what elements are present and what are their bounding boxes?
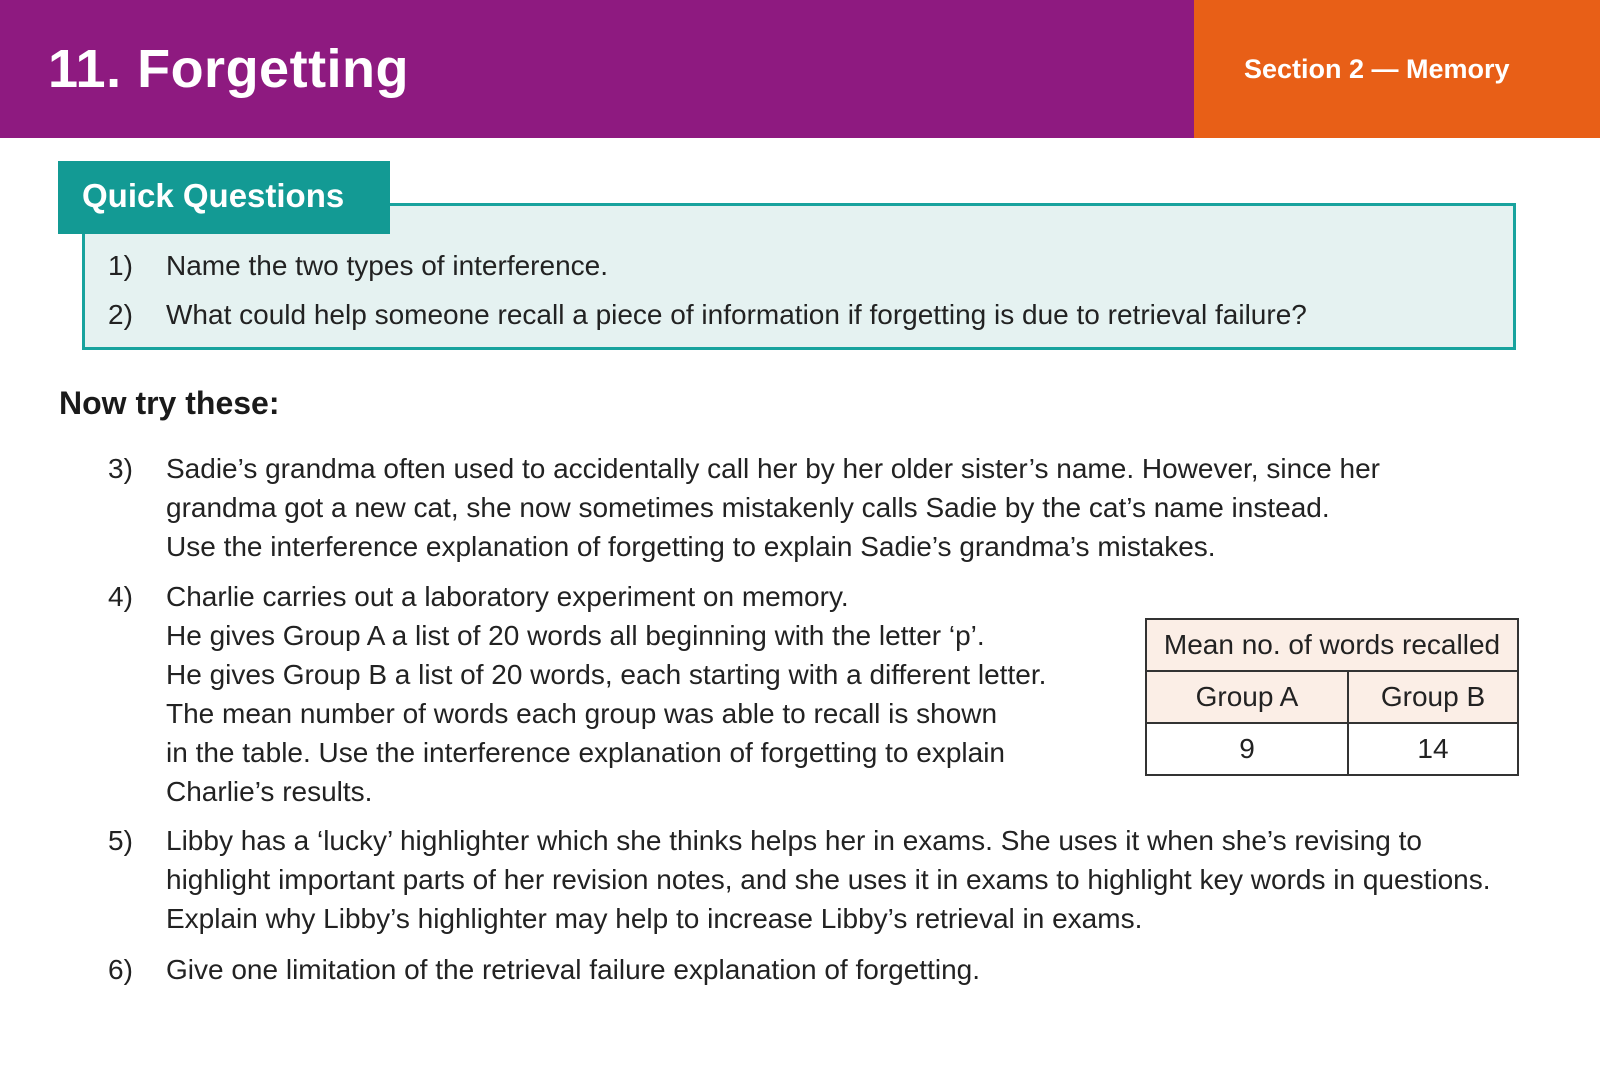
recall-table [1145,618,1519,776]
question-number: 1) [108,250,133,281]
title-banner [0,0,1194,138]
question-text [166,295,1307,334]
section-banner [1194,0,1600,138]
page-header [0,0,1600,138]
question-number: 2) [108,299,133,330]
value-group-a: 9 [1146,723,1348,775]
question-line: Sadie’s grandma often used to accidentally call her by her older sister’s name. However, since her [166,453,1380,484]
question-number: 6) [108,954,133,985]
column-group-a: Group A [1146,671,1348,723]
question-number: 3) [108,453,133,484]
question-line: grandma got a new cat, she now sometimes mistakenly calls Sadie by the cat’s name instead. [166,492,1330,523]
question-line: The mean number of words each group was able to recall is shown [166,698,998,729]
quick-questions-title: Quick Questions [82,177,345,214]
question-line: Libby has a ‘lucky’ highlighter which she thinks helps her in exams. She uses it when she’s revising to [166,825,1422,856]
question-line: highlight important parts of her revision notes, and she uses it in exams to highlight key words in questions. [166,864,1491,895]
question-number: 5) [108,825,133,856]
question-line: Name the two types of interference. [166,250,608,281]
question-line: Charlie’s results. [166,776,373,807]
question-number: 4) [108,581,133,612]
question-text [166,246,608,285]
quick-questions-tab [58,161,390,234]
question-line: He gives Group B a list of 20 words, each starting with a different letter. [166,659,1047,690]
now-try-heading: Now try these: [59,385,280,421]
table-header-row [1146,619,1518,671]
question-text [166,577,1046,811]
question-line: in the table. Use the interference explanation of forgetting to explain [166,737,1005,768]
question-line: He gives Group A a list of 20 words all beginning with the letter ‘p’. [166,620,985,651]
question-text [166,821,1491,938]
question-text [166,449,1380,566]
question-line: Give one limitation of the retrieval failure explanation of forgetting. [166,954,981,985]
question-line: Use the interference explanation of forgetting to explain Sadie’s grandma’s mistakes. [166,531,1216,562]
table-caption: Mean no. of words recalled [1146,619,1518,671]
question-line: Explain why Libby’s highlighter may help to increase Libby’s retrieval in exams. [166,903,1143,934]
section-label: Section 2 — Memory [1244,54,1510,84]
table-column-row [1146,671,1518,723]
page-title: 11. Forgetting [48,39,410,99]
column-group-b: Group B [1348,671,1518,723]
value-group-b: 14 [1348,723,1518,775]
question-text [166,950,980,989]
question-line: What could help someone recall a piece of information if forgetting is due to retrieval failure? [166,299,1307,330]
question-line: Charlie carries out a laboratory experiment on memory. [166,581,849,612]
table-row [1146,723,1518,775]
